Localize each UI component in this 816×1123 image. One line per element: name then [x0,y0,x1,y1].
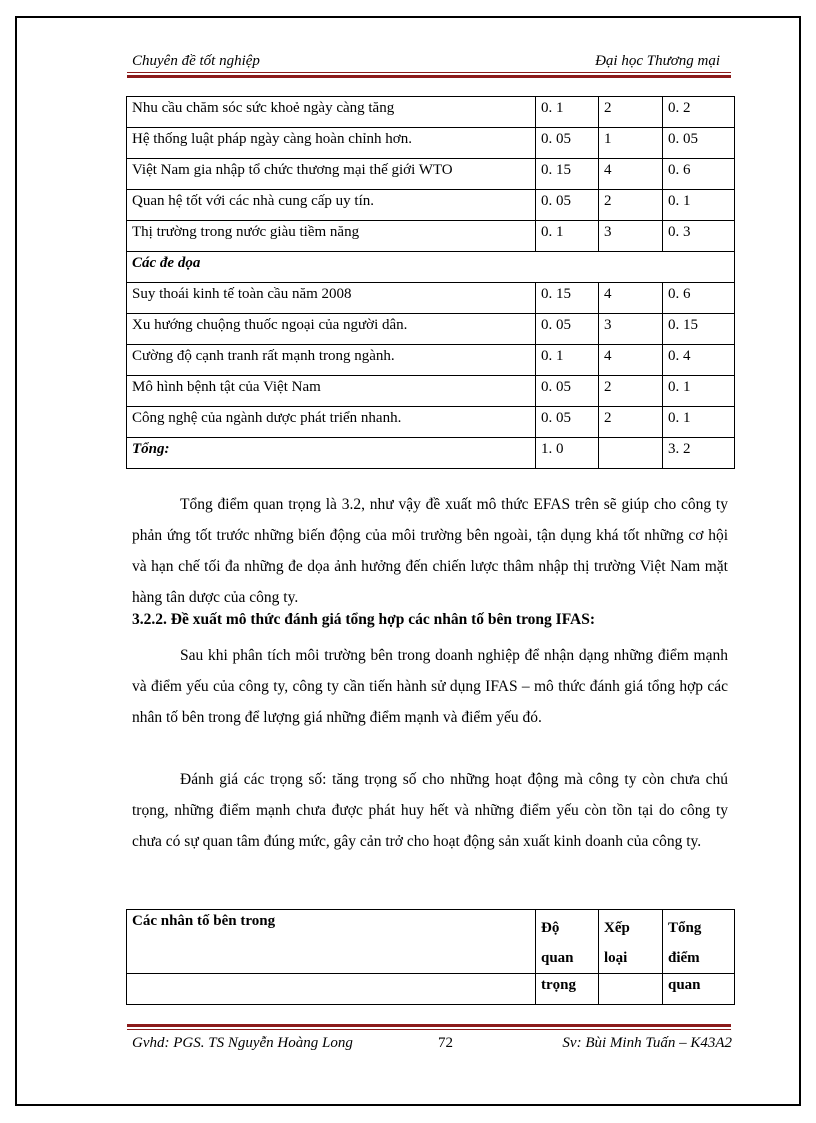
header-rule-thin [127,72,731,73]
score-cell: 0. 1 [663,407,735,438]
table-row [127,128,735,159]
header-right: Đại học Thương mại [595,53,720,69]
total-weight: 1. 0 [536,438,599,469]
factor-cell: Nhu cầu chăm sóc sức khoẻ ngày càng tăng [127,97,536,128]
footer-student: Sv: Bùi Minh Tuấn – K43A2 [562,1035,732,1051]
weight-cell: 0. 05 [536,376,599,407]
table-row [127,283,735,314]
section-heading-ifas: 3.2.2. Đề xuất mô thức đánh giá tổng hợp các nhân tố bên trong IFAS: [132,611,595,628]
total-row [127,438,735,469]
factor-cell: Cường độ cạnh tranh rất mạnh trong ngành. [127,345,536,376]
header-line: trọng [536,974,599,1005]
section-row-threats [127,252,735,283]
score-cell: 0. 05 [663,128,735,159]
table-row [127,97,735,128]
rating-cell: 3 [599,314,663,345]
table-row [127,345,735,376]
header-line: Xếp [604,920,630,936]
weight-cell: 0. 05 [536,314,599,345]
score-cell: 0. 6 [663,159,735,190]
page-number: 72 [438,1035,453,1051]
weight-cell: 0. 1 [536,345,599,376]
header-line: Độ [541,920,560,936]
factor-cell: Thị trường trong nước giàu tiềm năng [127,221,536,252]
score-cell: 0. 4 [663,345,735,376]
factor-cell: Hệ thống luật pháp ngày càng hoàn chỉnh hơn. [127,128,536,159]
score-cell: 0. 1 [663,190,735,221]
weight-cell: 0. 1 [536,221,599,252]
table-row [127,159,735,190]
total-score: 3. 2 [663,438,735,469]
rating-cell: 2 [599,97,663,128]
ifas-rating-header [599,910,663,974]
rating-cell: 1 [599,128,663,159]
rating-cell: 2 [599,376,663,407]
footer-rule-thin [127,1029,731,1030]
ifas-score-header [663,910,735,974]
weight-cell: 0. 05 [536,407,599,438]
paragraph-efas-summary: Tổng điểm quan trọng là 3.2, như vậy đề xuất mô thức EFAS trên sẽ giúp cho công ty phản ứng tốt trước những biến động của môi trường bên ngoài, tận dụng khá tốt những cơ hội và hạn chế tối đa những đe dọa ảnh hưởng đến chiến lược thâm nhập thị trường Việt Nam mặt hàng tân dược của công ty. [132,496,728,606]
border-bottom [15,1104,801,1106]
table-row [127,190,735,221]
border-top [15,16,801,18]
factor-cell: Công nghệ của ngành dược phát triển nhanh. [127,407,536,438]
factor-cell: Quan hệ tốt với các nhà cung cấp uy tín. [127,190,536,221]
rating-cell: 3 [599,221,663,252]
section-label: Các đe dọa [127,252,735,283]
table-row [127,314,735,345]
header-rule-thick [127,75,731,78]
border-right [799,16,801,1106]
header-line: loại [604,950,628,966]
score-cell: 0. 3 [663,221,735,252]
footer-advisor: Gvhd: PGS. TS Nguyễn Hoàng Long [132,1035,353,1051]
paragraph-weights: Đánh giá các trọng số: tăng trọng số cho những hoạt động mà công ty còn chưa chú trọng, những điểm mạnh chưa được phát huy hết và những điểm yếu còn tồn tại do công ty chưa có sự quan tâm đúng mức, gây cản trở cho hoạt động sản xuất kinh doanh của công ty. [132,771,728,850]
rating-cell: 2 [599,190,663,221]
weight-cell: 0. 05 [536,128,599,159]
table-row [127,407,735,438]
rating-cell: 2 [599,407,663,438]
weight-cell: 0. 1 [536,97,599,128]
rating-cell: 4 [599,283,663,314]
factor-cell: Suy thoái kinh tế toàn cầu năm 2008 [127,283,536,314]
score-cell: 0. 6 [663,283,735,314]
factor-cell: Xu hướng chuộng thuốc ngoại của người dân. [127,314,536,345]
header-line: quan [541,950,574,966]
ifas-empty-cell [599,974,663,1005]
header-line: quan [663,974,735,1005]
total-label: Tổng: [127,438,536,469]
ifas-factor-header: Các nhân tố bên trong [127,910,536,974]
table-row [127,221,735,252]
paragraph-ifas-intro: Sau khi phân tích môi trường bên trong doanh nghiệp để nhận dạng những điểm mạnh và điểm yếu của công ty, công ty cần tiến hành sử dụng IFAS – mô thức đánh giá tổng hợp các nhân tố bên trong để lượng giá những điểm mạnh và điểm yếu đó. [132,647,728,726]
header-line: điểm [668,950,700,966]
score-cell: 0. 15 [663,314,735,345]
ifas-empty-cell [127,974,536,1005]
rating-cell: 4 [599,345,663,376]
weight-cell: 0. 15 [536,283,599,314]
rating-cell: 4 [599,159,663,190]
table-row [127,376,735,407]
score-cell: 0. 2 [663,97,735,128]
footer-rule-thick [127,1024,731,1027]
header-line: Tổng [668,920,702,936]
header-left: Chuyên đề tốt nghiệp [132,53,260,69]
weight-cell: 0. 15 [536,159,599,190]
weight-cell: 0. 05 [536,190,599,221]
score-cell: 0. 1 [663,376,735,407]
factor-cell: Mô hình bệnh tật của Việt Nam [127,376,536,407]
ifas-weight-header [536,910,599,974]
ifas-table [126,909,735,1005]
border-left [15,16,17,1106]
ifas-header-row [127,910,735,974]
efas-table [126,96,735,469]
factor-cell: Việt Nam gia nhập tổ chức thương mại thế giới WTO [127,159,536,190]
ifas-header-row-cont [127,974,735,1005]
total-rating [599,438,663,469]
